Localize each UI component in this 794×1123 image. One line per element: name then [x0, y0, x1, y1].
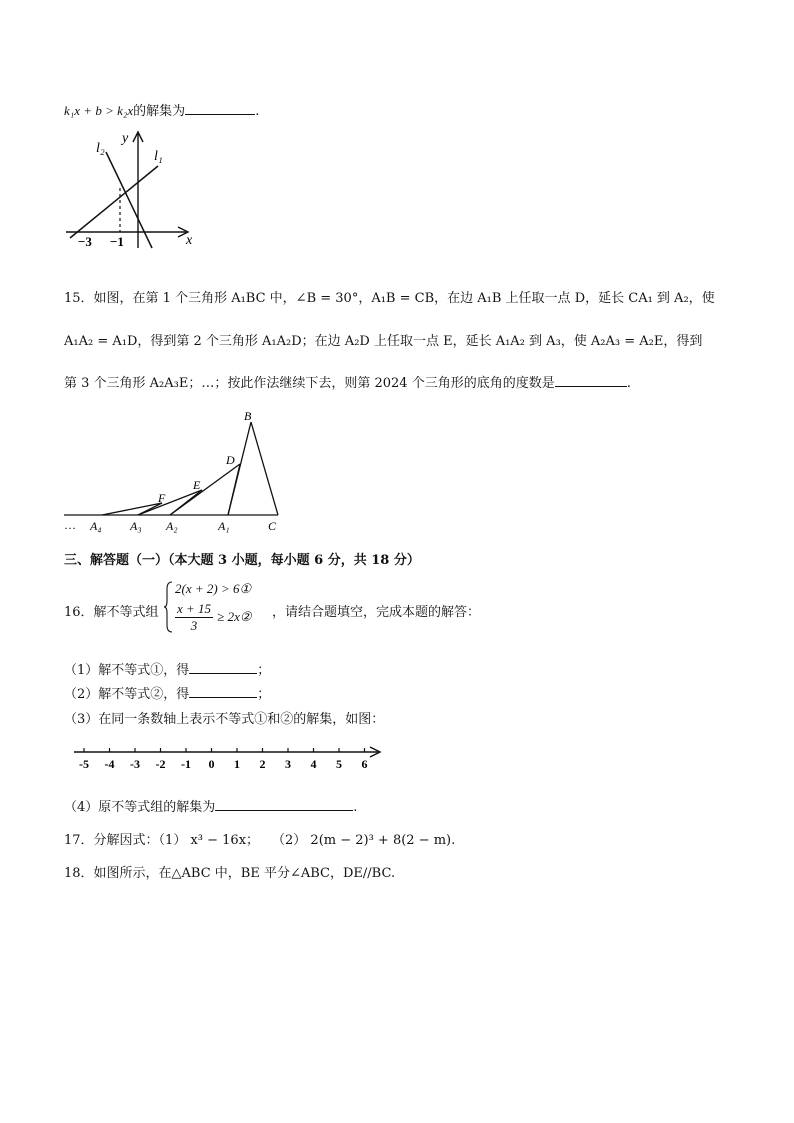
q15-period: . — [626, 376, 631, 391]
q16-step2-blank[interactable] — [189, 683, 257, 698]
tick-label: 4 — [310, 757, 317, 771]
label-x: x — [186, 233, 193, 248]
q14-condition — [64, 100, 259, 119]
q16-step4-blank[interactable] — [215, 796, 353, 811]
label-C: C — [268, 519, 277, 533]
q16-fraction — [175, 601, 213, 634]
label-F: F — [158, 491, 166, 505]
q15-figure — [62, 410, 292, 535]
tick-label: 3 — [285, 757, 291, 771]
q14-prompt: 的解集为 — [133, 104, 186, 119]
section-3-heading: 三、解答题（一）（本大题 3 小题，每小题 6 分，共 18 分） — [64, 553, 420, 568]
q16-step4 — [64, 796, 357, 815]
q15-line3-text: 第 3 个三角形 A₂A₃E；…；按此作法继续下去，则第 2024 个三角形的底角的度数是 — [64, 376, 555, 391]
q18-text: 18．如图所示，在△ABC 中，BE 平分∠ABC，DE//BC. — [64, 866, 396, 881]
tick-minus-1: −1 — [110, 234, 124, 249]
tick-label: -3 — [130, 757, 140, 771]
q14-inequality: k₁x + b > k₂x — [64, 103, 134, 118]
q16-step2 — [64, 683, 270, 702]
side-A2E — [170, 490, 202, 515]
q16-prefix: 16．解不等式组 — [64, 605, 159, 620]
label-l1: l₁ — [154, 149, 163, 164]
label-A3: A₃ — [130, 519, 142, 533]
q16-step2-text: （2）解不等式②，得 — [64, 687, 190, 702]
tick-minus-3: −3 — [78, 234, 92, 249]
q15-answer-blank[interactable] — [555, 372, 627, 387]
tick-label: -2 — [155, 757, 166, 771]
q16-step2-semicolon: ； — [257, 687, 271, 702]
q16-step1 — [64, 659, 270, 678]
q15-line1: 15．如图，在第 1 个三角形 A₁BC 中，∠B = 30°，A₁B = CB，在边 A₁B 上任取一点 D，延长 CA₁ 到 A₂，使 — [64, 291, 715, 306]
q16-step1-semicolon: ； — [257, 663, 271, 678]
q14-period: . — [255, 104, 260, 119]
q17-text: 17．分解因式：（1） x³ − 16x； （2） 2(m − 2)³ + 8(2 − m). — [64, 833, 456, 848]
tick-label: 6 — [361, 757, 368, 771]
q16-step3: （3）在同一条数轴上表示不等式①和②的解集，如图： — [64, 712, 385, 727]
side-A3E — [138, 490, 202, 515]
label-A4: A₄ — [90, 519, 102, 533]
q16-step1-text: （1）解不等式①，得 — [64, 663, 190, 678]
tick-label: 0 — [208, 757, 215, 771]
label-E: E — [193, 478, 201, 492]
label-l2: l₂ — [96, 141, 105, 156]
q16-fraction-num: x + 15 — [177, 601, 212, 616]
q15-line3 — [64, 372, 631, 391]
q15-line2: A₁A₂ = A₁D，得到第 2 个三角形 A₁A₂D；在边 A₂D 上任取一点 E，延长 A₁A₂ 到 A₃，使 A₂A₃ = A₂E，得到 — [64, 334, 703, 349]
tick-label: -4 — [104, 757, 115, 771]
side-BC — [251, 422, 278, 515]
label-D: D — [226, 453, 235, 467]
q16-step4-text: （4）原不等式组的解集为 — [64, 800, 216, 815]
label-A1: A₁ — [218, 519, 230, 533]
q16-inequality-2 — [175, 601, 252, 634]
brace-icon — [163, 581, 173, 633]
tick-label: 5 — [336, 757, 342, 771]
label-dots: … — [64, 518, 76, 532]
q14-answer-blank[interactable] — [185, 100, 255, 115]
line-l1 — [70, 166, 158, 238]
label-y: y — [122, 131, 129, 146]
label-B: B — [244, 410, 252, 423]
q16-suffix: ，请结合题填空，完成本题的解答： — [272, 605, 481, 620]
q16-step1-blank[interactable] — [189, 659, 257, 674]
tick-label: 2 — [259, 757, 266, 771]
q16-fraction-den: 3 — [190, 618, 198, 633]
q16-inequality-1: 2(x + 2) > 6① — [175, 581, 252, 596]
q16-system — [163, 581, 267, 633]
q16-inequality-2-rest: ≥ 2x② — [217, 609, 252, 624]
q14-graph — [62, 126, 202, 250]
tick-label: -1 — [181, 757, 191, 771]
label-A2: A₂ — [166, 519, 178, 533]
q16-step4-period: . — [353, 800, 358, 815]
q16-number-line — [70, 740, 390, 774]
tick-label: -5 — [79, 757, 89, 771]
tick-label: 1 — [234, 757, 240, 771]
